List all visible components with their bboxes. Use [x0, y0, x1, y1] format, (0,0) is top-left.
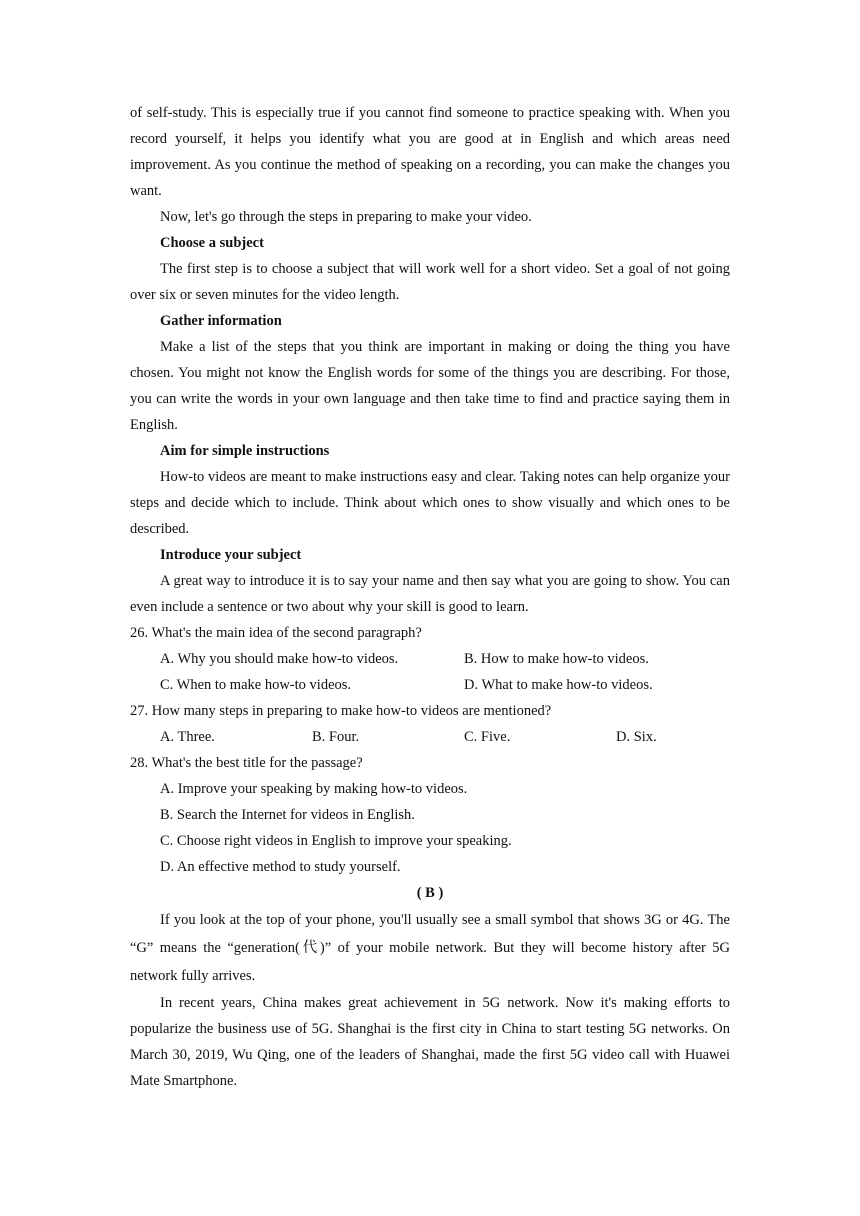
- section-heading: Choose a subject: [160, 235, 264, 251]
- option: C. When to make how-to videos.: [160, 677, 352, 693]
- option-row: [130, 724, 730, 750]
- question-stem: 28. What's the best title for the passage?: [130, 755, 363, 771]
- paragraph: If you look at the top of your phone, you'll usually see a small symbol that shows 3G or 4G. The “G” means the “generation(代)” of your mobile network. But they will become history after 5G network fully arrives.: [130, 912, 730, 984]
- passage-label: ( B ): [416, 885, 444, 901]
- paragraph: A great way to introduce it is to say your name and then say what you are going to show. You can even include a sentence or two about why your skill is good to learn.: [130, 573, 730, 615]
- option: A. Improve your speaking by making how-to videos.: [160, 781, 468, 797]
- option: A. Why you should make how-to videos.: [160, 651, 399, 667]
- section-heading: Introduce your subject: [160, 547, 302, 563]
- paragraph: How-to videos are meant to make instructions easy and clear. Taking notes can help organize your steps and decide which to include. Think about which ones to show visually and which ones to be described.: [130, 469, 730, 537]
- option: D. Six.: [616, 729, 657, 745]
- paragraph: In recent years, China makes great achievement in 5G network. Now it's making efforts to popularize the business use of 5G. Shanghai is the first city in China to start testing 5G networks. On March 30, 2019, Wu Qing, one of the leaders of Shanghai, made the first 5G video call with Huawei Mate Smartphone.: [130, 995, 730, 1089]
- option-row: [130, 672, 730, 698]
- section-heading: Aim for simple instructions: [160, 443, 330, 459]
- question-stem: 26. What's the main idea of the second paragraph?: [130, 625, 422, 641]
- option-row: [130, 646, 730, 672]
- paragraph: of self-study. This is especially true if you cannot find someone to practice speaking with. When you record yourself, it helps you identify what you are good at in English and which areas need improvement. As you continue the method of speaking on a recording, you can make the changes you want.: [130, 105, 730, 199]
- option: D. An effective method to study yourself.: [160, 859, 401, 875]
- option: B. Search the Internet for videos in English.: [160, 807, 415, 823]
- section-heading: Gather information: [160, 313, 282, 329]
- option: A. Three.: [160, 729, 215, 745]
- option: B. Four.: [312, 729, 360, 745]
- option: D. What to make how-to videos.: [464, 677, 653, 693]
- option: C. Five.: [464, 729, 511, 745]
- question-stem: 27. How many steps in preparing to make how-to videos are mentioned?: [130, 703, 552, 719]
- paragraph: Make a list of the steps that you think are important in making or doing the thing you have chosen. You might not know the English words for some of the things you are describing. For those, you can write the words in your own language and then take time to find and practice saying them in English.: [130, 339, 730, 433]
- paragraph: The first step is to choose a subject that will work well for a short video. Set a goal of not going over six or seven minutes for the video length.: [130, 261, 730, 303]
- option: B. How to make how-to videos.: [464, 651, 649, 667]
- paragraph: Now, let's go through the steps in preparing to make your video.: [160, 209, 532, 225]
- document-page: [130, 100, 730, 1094]
- option: C. Choose right videos in English to improve your speaking.: [160, 833, 512, 849]
